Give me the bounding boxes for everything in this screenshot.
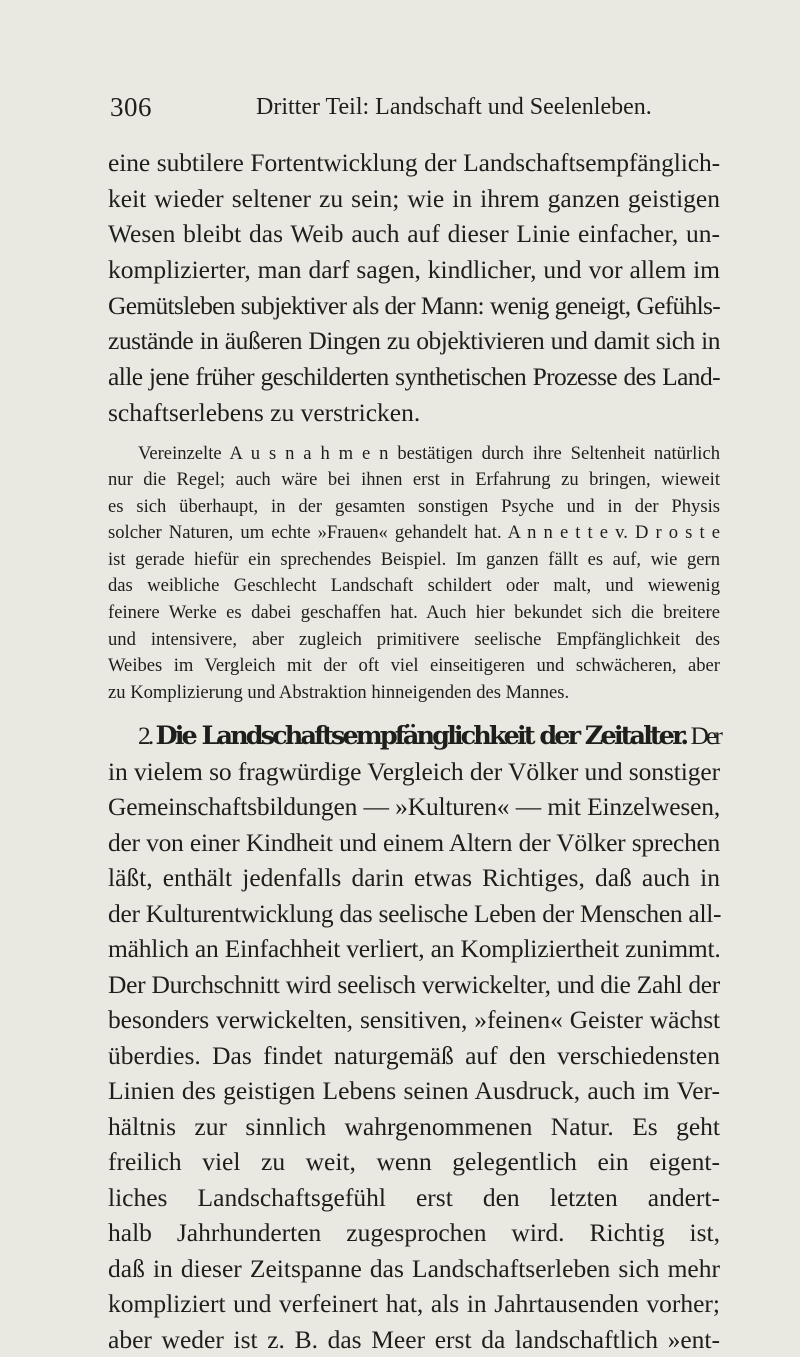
note-line: Weibes im Vergleich mit der oft viel einseitigeren und schwächeren, aber bbox=[108, 655, 720, 677]
text-line: zustände in äußeren Dingen zu objektivieren und damit sich in bbox=[108, 326, 720, 356]
page-header bbox=[0, 92, 800, 132]
text-line: Wesen bleibt das Weib auch auf dieser Linie einfacher, un- bbox=[108, 219, 720, 249]
page-body bbox=[108, 145, 720, 1357]
section-first-words: Der bbox=[690, 721, 720, 751]
text-line: liches Landschaftsgefühl erst den letzten andert- bbox=[108, 1182, 720, 1212]
text-line: komplizierter, man darf sagen, kindlicher, und vor allem im bbox=[108, 255, 720, 285]
note-line: es sich überhaupt, in der gesamten sonstigen Psyche und in der Physis bbox=[108, 495, 720, 517]
text-line: Linien des geistigen Lebens seinen Ausdruck, auch im Ver- bbox=[108, 1076, 720, 1106]
note-line: und intensivere, aber zugleich primitivere seelische Empfänglichkeit des bbox=[108, 628, 720, 650]
text-line: mählich an Einfachheit verliert, an Kompliziertheit zunimmt. bbox=[108, 934, 721, 964]
running-head: Dritter Teil: Landschaft und Seelenleben. bbox=[256, 94, 652, 120]
text-line: kompliziert und verfeinert hat, als in Jahrtausenden vorher; bbox=[108, 1289, 720, 1319]
small-print-note bbox=[108, 441, 720, 707]
text-line: eine subtilere Fortentwicklung der Landschaftsempfänglich- bbox=[108, 148, 720, 177]
note-line: feinere Werke es dabei geschaffen hat. Auch hier bekundet sich die breitere bbox=[108, 602, 720, 624]
text-line: überdies. Das findet naturgemäß auf den verschiedensten bbox=[108, 1040, 720, 1070]
text-line: läßt, enthält jedenfalls darin etwas Richtiges, daß auch in bbox=[108, 863, 720, 893]
text-line: der Kulturentwicklung das seelische Leben der Menschen all- bbox=[108, 898, 722, 928]
note-line: das weibliche Geschlecht Landschaft schildert oder malt, und wiewenig bbox=[108, 575, 720, 597]
note-line: Vereinzelte A u s n a h m e n bestätigen durch ihre Seltenheit natürlich bbox=[138, 442, 720, 464]
text-line: besonders verwickelten, sensitiven, »feinen« Geister wächst bbox=[108, 1005, 720, 1035]
note-line: ist gerade hiefür ein sprechendes Beispiel. Im ganzen fällt es auf, wie gern bbox=[108, 548, 720, 570]
section-heading-line bbox=[108, 718, 720, 754]
text-line: daß in dieser Zeitspanne das Landschaftserleben sich mehr bbox=[108, 1253, 720, 1283]
text-line: hältnis zur sinnlich wahrgenommenen Natur. Es geht bbox=[108, 1111, 720, 1141]
text-line: aber weder ist z. B. das Meer erst da landschaftlich »ent- bbox=[108, 1324, 720, 1354]
note-line: solcher Naturen, um echte »Frauen« gehandelt hat. A n n e t t e v. D r o s t e bbox=[108, 522, 720, 544]
text-line: keit wieder seltener zu sein; wie in ihrem ganzen geistigen bbox=[108, 183, 720, 213]
text-line: Gemeinschaftsbildungen — »Kulturen« — mit Einzelwesen, bbox=[108, 792, 720, 822]
section-2 bbox=[108, 718, 720, 1357]
text-line: alle jene früher geschilderten synthetischen Prozesse des Land- bbox=[108, 362, 720, 392]
text-line: der von einer Kindheit und einem Altern der Völker sprechen bbox=[108, 827, 720, 857]
section-number: 2. bbox=[138, 721, 152, 751]
note-line: zu Komplizierung und Abstraktion hinneigenden des Mannes. bbox=[108, 681, 570, 703]
text-line: schaftserlebens zu verstricken. bbox=[108, 397, 421, 427]
text-line: in vielem so fragwürdige Vergleich der Völker und sonstiger bbox=[108, 756, 720, 786]
paragraph-1 bbox=[108, 145, 720, 431]
text-line: freilich viel zu weit, wenn gelegentlich ein eigent- bbox=[108, 1147, 720, 1177]
page-number: 306 bbox=[110, 92, 152, 122]
text-line: Der Durchschnitt wird seelisch verwickelter, und die Zahl der bbox=[108, 969, 720, 999]
note-line: nur die Regel; auch wäre bei ihnen erst in Erfahrung zu bringen, wieweit bbox=[108, 469, 720, 491]
section-heading: Die Landschaftsempfänglichkeit der Zeitalter. bbox=[155, 721, 687, 752]
text-line: halb Jahrhunderten zugesprochen wird. Richtig ist, bbox=[108, 1218, 720, 1248]
text-line: Gemütsleben subjektiver als der Mann: wenig geneigt, Gefühls- bbox=[108, 290, 720, 320]
